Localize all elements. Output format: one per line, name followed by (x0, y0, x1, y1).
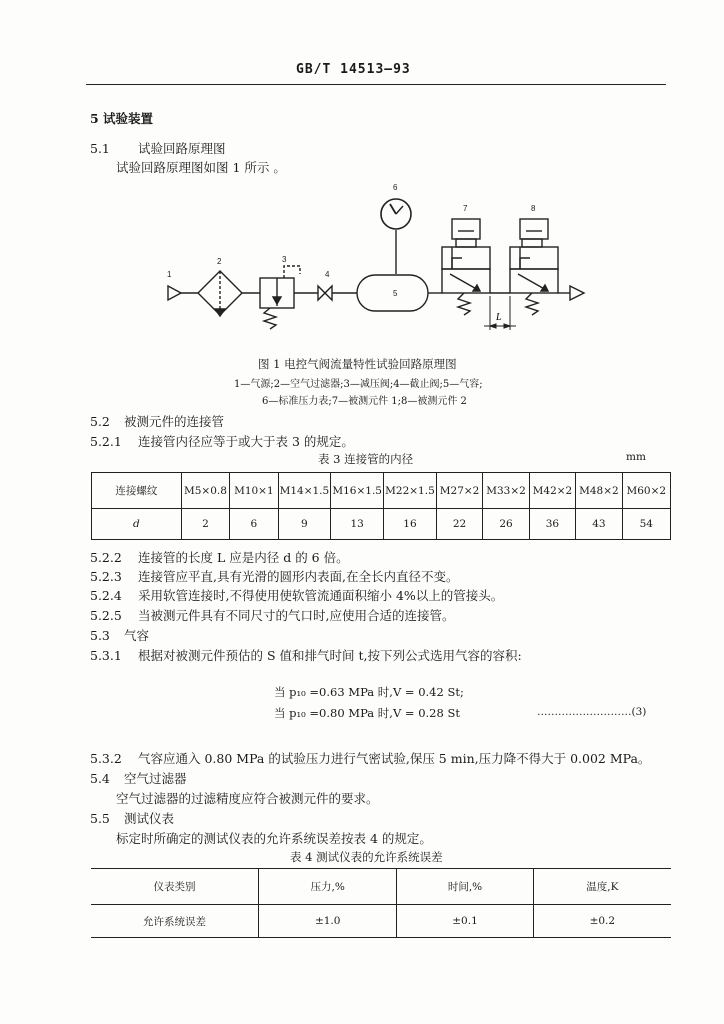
table-cell: 连接螺纹 (92, 473, 182, 509)
clause-number: 5.3.2 (90, 751, 122, 766)
table-cell: M14×1.5 (278, 473, 331, 509)
table-cell: 16 (384, 509, 437, 540)
table-cell: 6 (230, 509, 278, 540)
formula-line-2: 当 p₁₀ =0.80 MPa 时,V = 0.28 St (274, 706, 460, 720)
figure-1-caption: 图 1 电控气阀流量特性试验回路原理图 (258, 357, 457, 371)
section-title: 气容 (124, 628, 150, 643)
section-5-3-heading (90, 626, 149, 644)
section-number: 5.2 (90, 414, 110, 429)
clause-number: 5.2.1 (90, 434, 122, 449)
air-filter-symbol (198, 271, 242, 316)
clause-5-2-1 (90, 432, 354, 450)
pressure-gauge-symbol (381, 199, 411, 229)
figure-1-legend-line-2: 6—标准压力表;7—被测元件 1;8—被测元件 2 (262, 396, 467, 407)
table-cell: d (92, 509, 182, 540)
label-4: 4 (325, 270, 330, 279)
section-title: 被测元件的连接管 (124, 414, 225, 429)
table-cell: M16×1.5 (331, 473, 384, 509)
clause-number: 5.2.5 (90, 608, 122, 623)
clause-text: 当被测元件具有不同尺寸的气口时,应使用合适的连接管。 (138, 608, 455, 623)
clause-number: 5.2.2 (90, 550, 122, 565)
stop-valve-symbol (318, 286, 332, 300)
clause-5-2-5 (90, 606, 454, 624)
valve-under-test-1-symbol (442, 219, 490, 315)
label-8: 8 (531, 204, 536, 213)
standard-number-header: GB/T 14513—93 (296, 62, 411, 77)
section-number: 5.3 (90, 628, 110, 643)
table-cell: 压力,% (259, 869, 397, 905)
header-rule (86, 84, 666, 85)
label-5: 5 (393, 289, 398, 298)
table-row (91, 905, 671, 938)
table-cell: M60×2 (622, 473, 670, 509)
table-header-row (91, 869, 671, 905)
table-cell: 13 (331, 509, 384, 540)
table-4-title: 表 4 测试仪表的允许系统误差 (290, 850, 443, 864)
section-title: 测试仪表 (124, 811, 175, 826)
clause-5-3-1 (90, 646, 522, 664)
clause-number: 5.3.1 (90, 648, 122, 663)
table-cell: ±1.0 (259, 905, 397, 938)
table-cell: M10×1 (230, 473, 278, 509)
clause-5-2-3 (90, 567, 458, 585)
valve-under-test-2-symbol (510, 219, 558, 315)
section-5-4-body: 空气过滤器的过滤精度应符合被测元件的要求。 (116, 791, 379, 806)
section-5-5-heading (90, 809, 174, 827)
clause-number: 5.2.4 (90, 588, 122, 603)
clause-text: 气容应通入 0.80 MPa 的试验压力进行气密试验,保压 5 min,压力降不得大于 0.002 MPa。 (138, 751, 651, 766)
table-cell: 36 (529, 509, 575, 540)
section-5-2-heading (90, 412, 224, 430)
section-5-5-body: 标定时所确定的测试仪表的允许系统误差按表 4 的规定。 (116, 831, 432, 846)
table-cell: 时间,% (397, 869, 533, 905)
label-6: 6 (393, 183, 398, 192)
section-5-4-heading (90, 769, 187, 787)
table-cell: M22×1.5 (384, 473, 437, 509)
table-cell: 仪表类别 (91, 869, 259, 905)
clause-text: 连接管的长度 L 应是内径 d 的 6 倍。 (138, 550, 349, 565)
section-number: 5.5 (90, 811, 110, 826)
section-5-1-heading (90, 139, 226, 157)
section-5-1-body: 试验回路原理图如图 1 所示 。 (116, 160, 286, 175)
table-cell: M5×0.8 (181, 473, 230, 509)
table-3-unit: mm (626, 451, 646, 463)
clause-text: 根据对被测元件预估的 S 值和排气时间 t,按下列公式选用气容的容积: (138, 648, 522, 663)
figure-1-legend-line-1: 1—气源;2—空气过滤器;3—减压阀;4—截止阀;5—气容; (234, 379, 483, 390)
label-7: 7 (463, 204, 468, 213)
clause-5-2-4 (90, 586, 503, 604)
table-cell: 允许系统误差 (91, 905, 259, 938)
label-1: 1 (167, 270, 172, 279)
clause-text: 连接管内径应等于或大于表 3 的规定。 (138, 434, 354, 449)
table-cell: ±0.1 (397, 905, 533, 938)
pressure-reducing-valve-symbol (260, 266, 300, 329)
table-cell: M27×2 (436, 473, 482, 509)
section-title: 空气过滤器 (124, 771, 187, 786)
clause-text: 连接管应平直,具有光滑的圆形内表面,在全长内直径不变。 (138, 569, 459, 584)
section-title: 试验回路原理图 (138, 141, 226, 156)
section-5-heading: 5 试验装置 (90, 111, 154, 126)
table-row (92, 509, 671, 540)
clause-number: 5.2.3 (90, 569, 122, 584)
table-cell: 26 (483, 509, 529, 540)
section-number: 5.1 (90, 141, 110, 156)
test-circuit-diagram (150, 178, 600, 343)
table-3-title: 表 3 连接管的内径 (318, 452, 414, 466)
table-cell: M48×2 (576, 473, 622, 509)
formula-number: ………………………(3) (537, 706, 647, 718)
table-cell: 9 (278, 509, 331, 540)
table-cell: M33×2 (483, 473, 529, 509)
label-3: 3 (282, 255, 287, 264)
table-4 (91, 868, 671, 938)
exhaust-arrow-symbol (570, 286, 584, 300)
section-number: 5.4 (90, 771, 110, 786)
label-2: 2 (217, 257, 222, 266)
clause-5-3-2 (90, 749, 650, 767)
table-cell: 温度,K (533, 869, 671, 905)
table-3 (91, 472, 671, 540)
air-source-symbol (168, 286, 181, 300)
table-cell: 2 (181, 509, 230, 540)
table-header-row (92, 473, 671, 509)
clause-5-2-2 (90, 548, 349, 566)
length-label: L (496, 312, 502, 323)
table-cell: ±0.2 (533, 905, 671, 938)
clause-text: 采用软管连接时,不得使用使软管流通面积缩小 4%以上的管接头。 (138, 588, 504, 603)
table-cell: 43 (576, 509, 622, 540)
table-cell: M42×2 (529, 473, 575, 509)
formula-line-1: 当 p₁₀ =0.63 MPa 时,V = 0.42 St; (274, 685, 464, 699)
table-cell: 54 (622, 509, 670, 540)
table-cell: 22 (436, 509, 482, 540)
